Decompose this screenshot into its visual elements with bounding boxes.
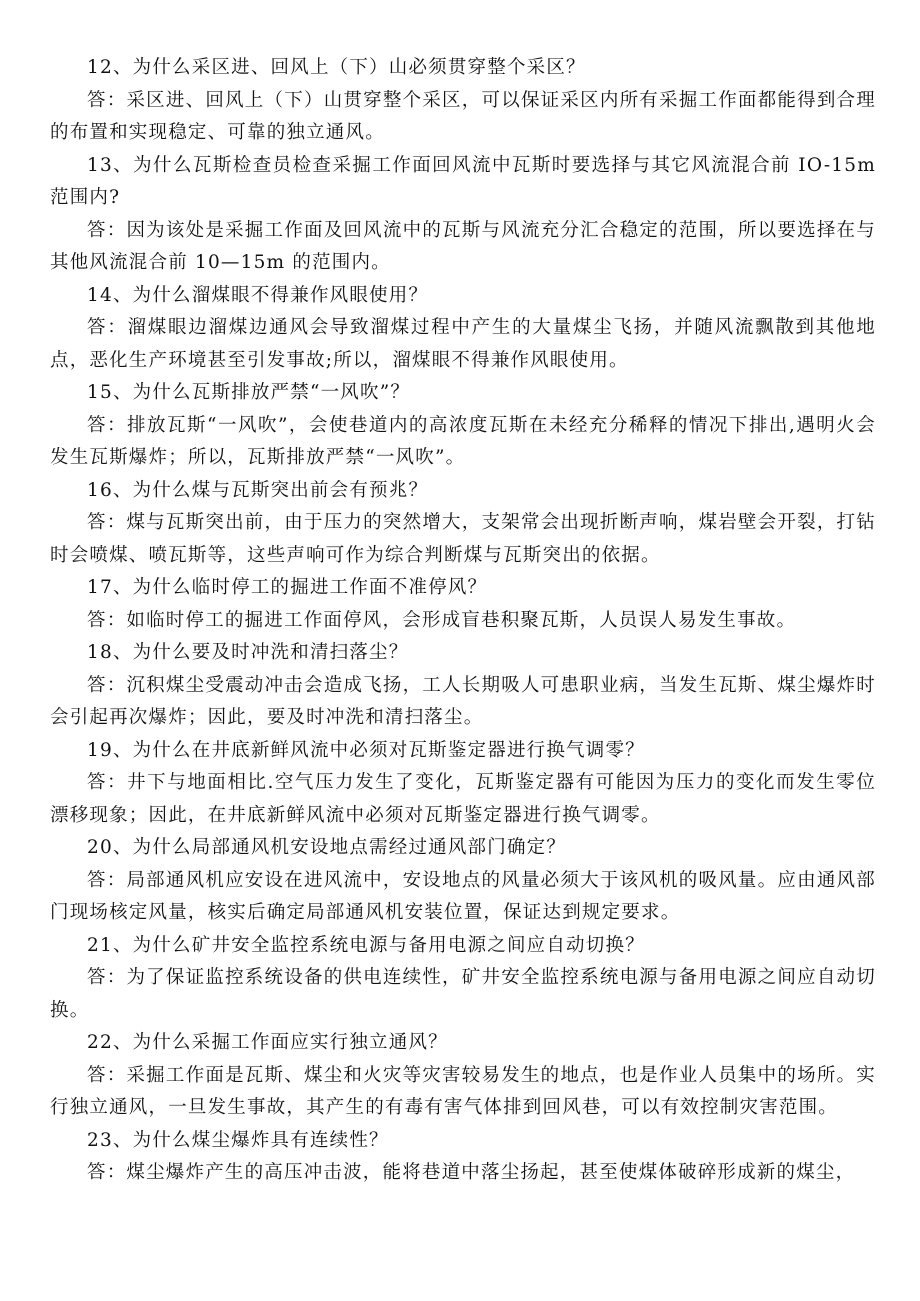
- qa-item-19: [50, 735, 876, 833]
- question-text: 15、为什么瓦斯排放严禁“一风吹”？: [87, 382, 411, 403]
- qa-item-20: [50, 832, 876, 930]
- answer-text: 答：煤与瓦斯突出前，由于压力的突然增大，支架常会出现折断声响，煤岩壁会开裂，打钻时会喷煤、喷瓦斯等，这些声响可作为综合判断煤与瓦斯突出的依据。: [50, 512, 876, 566]
- answer-text: 答：井下与地面相比.空气压力发生了变化，瓦斯鉴定器有可能因为压力的变化而发生零位漂移现象；因此，在井底新鲜风流中必须对瓦斯鉴定器进行换气调零。: [50, 772, 876, 826]
- answer-text: 答：因为该处是采掘工作面及回风流中的瓦斯与风流充分汇合稳定的范围，所以要选择在与其他风流混合前 10—15m 的范围内。: [50, 219, 876, 273]
- answer-text: 答：为了保证监控系统设备的供电连续性，矿井安全监控系统电源与备用电源之间应自动切换。: [50, 967, 876, 1021]
- answer-text: 答：局部通风机应安设在进风流中，安设地点的风量必须大于该风机的吸风量。应由通风部门现场核定风量，核实后确定局部通风机安装位置，保证达到规定要求。: [50, 869, 876, 923]
- answer-text: 答：如临时停工的掘进工作面停风，会形成盲巷积聚瓦斯，人员误人易发生事故。: [87, 609, 797, 631]
- answer-text: 答：采掘工作面是瓦斯、煤尘和火灾等灾害较易发生的地点，也是作业人员集中的场所。实行独立通风，一旦发生事故，其产生的有毒有害气体排到回风巷，可以有效控制灾害范围。: [50, 1064, 876, 1118]
- answer-text: 答：排放瓦斯“一风吹”，会使巷道内的高浓度瓦斯在未经充分稀释的情况下排出,遇明火会发生瓦斯爆炸；所以，瓦斯排放严禁“一风吹”。: [50, 414, 876, 468]
- qa-item-13: [50, 150, 876, 280]
- answer-text: 答：溜煤眼边溜煤边通风会导致溜煤过程中产生的大量煤尘飞扬，并随风流飘散到其他地点，恶化生产环境甚至引发事故;所以，溜煤眼不得兼作风眼使用。: [50, 317, 876, 371]
- answer-text: 答：煤尘爆炸产生的高压冲击波，能将巷道中落尘扬起，甚至使煤体破碎形成新的煤尘，: [87, 1162, 856, 1183]
- qa-item-16: [50, 475, 876, 573]
- question-text: 18、为什么要及时冲洗和清扫落尘？: [87, 642, 409, 663]
- question-text: 22、为什么采掘工作面应实行独立通风？: [87, 1032, 448, 1053]
- qa-item-14: [50, 280, 876, 378]
- question-text: 14、为什么溜煤眼不得兼作风眼使用？: [87, 284, 429, 306]
- qa-item-21: [50, 930, 876, 1028]
- question-text: 19、为什么在井底新鲜风流中必须对瓦斯鉴定器进行换气调零？: [87, 739, 645, 761]
- qa-item-18: [50, 637, 876, 735]
- question-text: 20、为什么局部通风机安设地点需经过通风部门确定？: [87, 837, 567, 858]
- qa-item-15: [50, 377, 876, 475]
- qa-item-17: [50, 572, 876, 637]
- question-text: 23、为什么煤尘爆炸具有连续性？: [87, 1129, 389, 1151]
- qa-item-23: [50, 1125, 876, 1190]
- question-text: 17、为什么临时停工的掘进工作面不准停风？: [87, 577, 488, 598]
- answer-text: 答：沉积煤尘受震动冲击会造成飞扬，工人长期吸人可患职业病，当发生瓦斯、煤尘爆炸时会引起再次爆炸；因此，要及时冲洗和清扫落尘。: [50, 674, 876, 728]
- question-text: 12、为什么采区进、回风上（下）山必须贯穿整个采区？: [87, 57, 586, 78]
- answer-text: 答：采区进、回风上（下）山贯穿整个采区，可以保证采区内所有采掘工作面都能得到合理的布置和实现稳定、可靠的独立通风。: [50, 89, 876, 143]
- question-text: 16、为什么煤与瓦斯突出前会有预兆？: [87, 479, 429, 501]
- question-text: 13、为什么瓦斯检查员检查采掘工作面回风流中瓦斯时要选择与其它风流混合前 IO-15m 范围内?: [50, 154, 876, 208]
- question-text: 21、为什么矿井安全监控系统电源与备用电源之间应自动切换？: [87, 934, 645, 956]
- qa-item-22: [50, 1027, 876, 1125]
- qa-item-12: [50, 52, 876, 150]
